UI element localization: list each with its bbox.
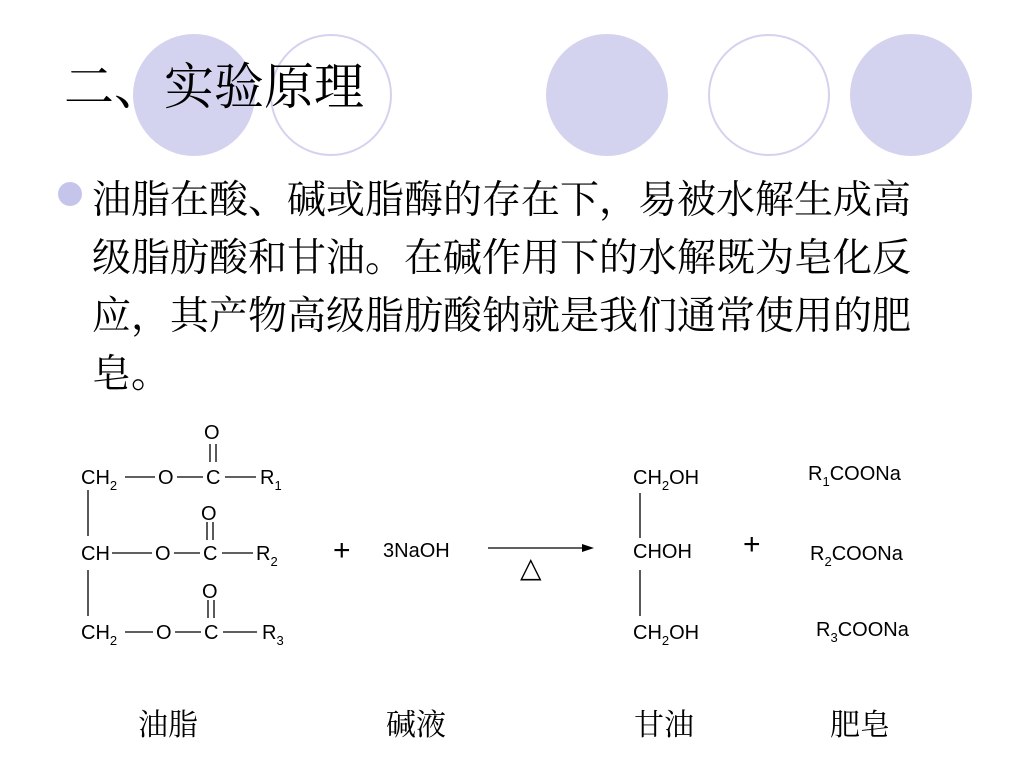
svg-text:R1COONa: $R_1COONa$	[808, 463, 901, 489]
slide-title: 二、实验原理	[64, 58, 364, 116]
body-paragraph: 油脂在酸、碱或脂酶的存在下，易被水解生成高级脂肪酸和甘油。在碱作用下的水解既为皂化反应，其产物高级脂肪酸钠就是我们通常使用的肥皂。	[92, 178, 912, 397]
svg-text:O: O	[201, 503, 217, 525]
svg-text:O: O	[204, 422, 220, 444]
svg-text:CHOH: CHOH	[633, 541, 692, 563]
reagent-naoh: 3NaOH	[383, 540, 450, 562]
svg-text:O: O	[202, 581, 218, 603]
label-glycerol: 甘油	[634, 708, 694, 743]
arrow-head	[582, 544, 594, 552]
svg-text:O: O	[158, 467, 174, 489]
label-fat: 油脂	[138, 708, 198, 743]
svg-text:CH2OH: $CH_2OH$	[633, 622, 700, 648]
svg-text:CH2: $CH_2$	[81, 622, 118, 648]
svg-text:R2COONa: $R_2COONa$	[810, 543, 903, 569]
label-soap: 肥皂	[830, 708, 890, 743]
svg-text:O: O	[155, 543, 171, 565]
svg-text:O: O	[156, 622, 172, 644]
svg-text:C: C	[206, 467, 221, 489]
svg-text:R1: $R_1$	[260, 467, 282, 493]
svg-text:R3COONa: $R_3COONa$	[816, 619, 909, 645]
svg-text:R2: $R_2$	[256, 543, 278, 569]
plus-sign-2: +	[743, 528, 761, 561]
svg-text:C: C	[204, 622, 219, 644]
label-alkali: 碱液	[386, 708, 446, 743]
svg-text:C: C	[203, 543, 218, 565]
svg-text:CH2OH: $CH_2OH$	[633, 467, 700, 493]
svg-text:CH: CH	[81, 543, 110, 565]
heat-symbol: △	[520, 552, 542, 583]
svg-text:CH2: $CH_2$	[81, 467, 118, 493]
svg-text:R3: $R_3$	[262, 622, 284, 648]
plus-sign-1: +	[333, 534, 351, 567]
